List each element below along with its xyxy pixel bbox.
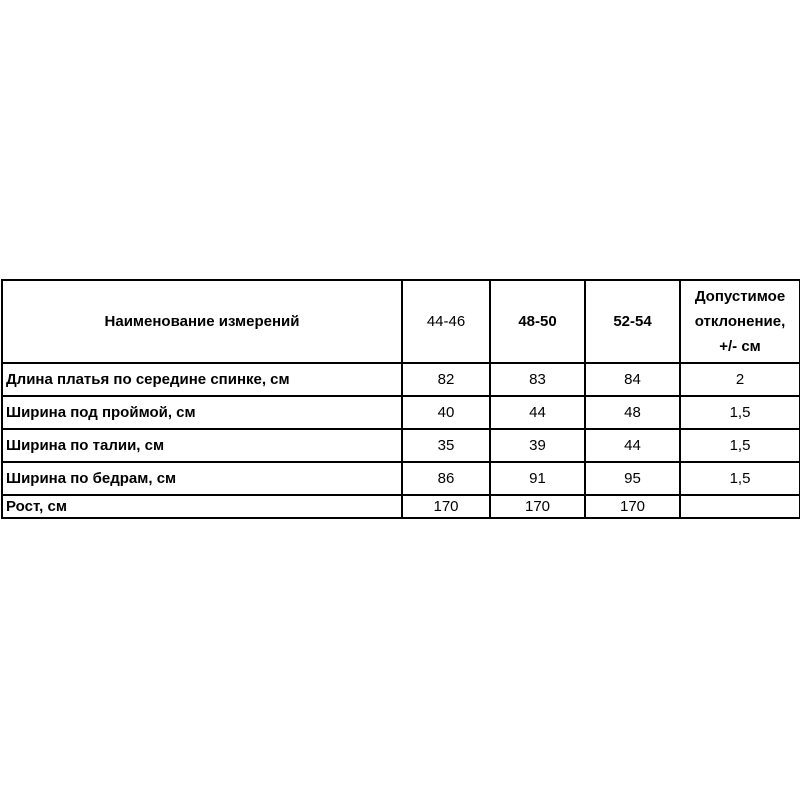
- row-name-armhole-width: Ширина под проймой, см: [2, 396, 402, 429]
- header-tolerance-line-3: +/- см: [719, 338, 761, 355]
- cell-tolerance: [680, 495, 800, 518]
- header-tolerance-line-1: Допустимое: [694, 288, 786, 305]
- header-tolerance-line-2: отклонение,: [694, 313, 786, 330]
- cell-52-54: 84: [585, 363, 680, 396]
- header-size-48-50: 48-50: [490, 280, 585, 363]
- table-row: [2, 363, 800, 396]
- cell-48-50: 83: [490, 363, 585, 396]
- size-chart-table: [1, 279, 800, 519]
- cell-tolerance: 1,5: [680, 429, 800, 462]
- header-measurement-name: Наименование измерений: [2, 280, 402, 363]
- cell-48-50: 39: [490, 429, 585, 462]
- row-name-height: Рост, см: [2, 495, 402, 518]
- cell-48-50: 91: [490, 462, 585, 495]
- cell-52-54: 95: [585, 462, 680, 495]
- cell-48-50: 44: [490, 396, 585, 429]
- cell-48-50: 170: [490, 495, 585, 518]
- table-row: [2, 495, 800, 518]
- row-name-waist-width: Ширина по талии, см: [2, 429, 402, 462]
- cell-44-46: 86: [402, 462, 490, 495]
- row-name-dress-length: Длина платья по середине спинке, см: [2, 363, 402, 396]
- cell-tolerance: 2: [680, 363, 800, 396]
- table-row: [2, 429, 800, 462]
- header-size-44-46: 44-46: [402, 280, 490, 363]
- table-row: [2, 396, 800, 429]
- cell-52-54: 170: [585, 495, 680, 518]
- header-size-52-54: 52-54: [585, 280, 680, 363]
- cell-44-46: 170: [402, 495, 490, 518]
- header-tolerance: [680, 280, 800, 363]
- cell-44-46: 82: [402, 363, 490, 396]
- cell-52-54: 48: [585, 396, 680, 429]
- cell-44-46: 40: [402, 396, 490, 429]
- cell-52-54: 44: [585, 429, 680, 462]
- table-row: [2, 462, 800, 495]
- cell-tolerance: 1,5: [680, 396, 800, 429]
- cell-44-46: 35: [402, 429, 490, 462]
- cell-tolerance: 1,5: [680, 462, 800, 495]
- row-name-hip-width: Ширина по бедрам, см: [2, 462, 402, 495]
- header-row: [2, 280, 800, 363]
